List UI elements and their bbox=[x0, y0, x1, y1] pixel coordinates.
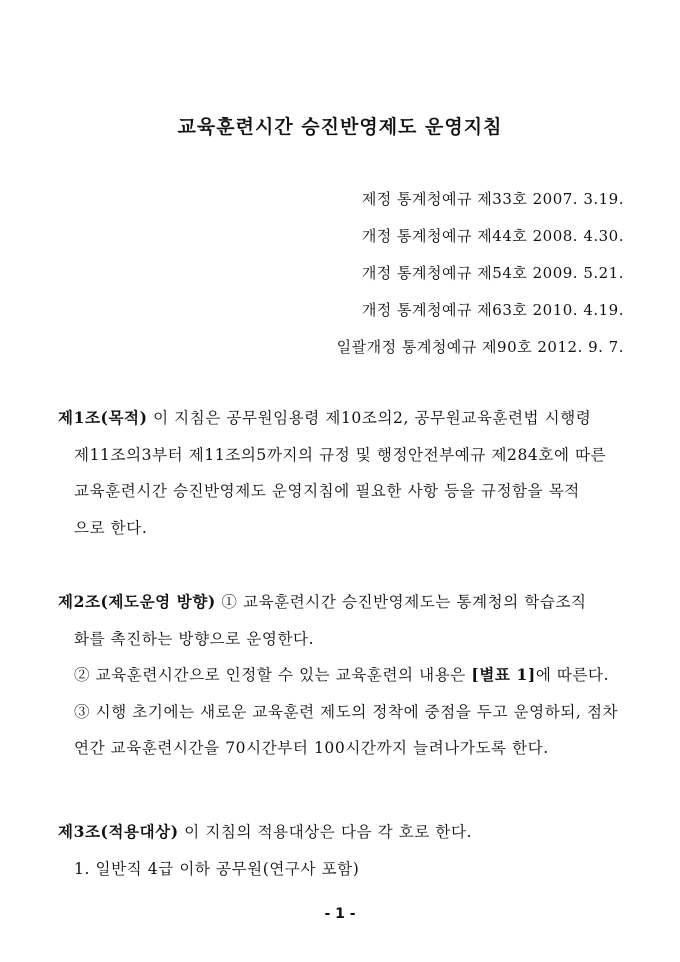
article-text: ① 교육훈련시간 승진반영제도는 통계청의 학습조직 bbox=[215, 593, 587, 611]
article-text: ② 교육훈련시간으로 인정할 수 있는 교육훈련의 내용은 bbox=[74, 666, 472, 684]
article-text: 에 따른다. bbox=[535, 666, 610, 684]
article-line: ③ 시행 초기에는 새로운 교육훈련 제도의 정착에 중점을 두고 운영하되, 점차 bbox=[74, 702, 619, 721]
revision-entry: 개정 통계청예규 제63호 2010. 4.19. bbox=[361, 301, 624, 319]
article-line: 교육훈련시간 승진반영제도 운영지침에 필요한 사항 등을 규정함을 목적 bbox=[74, 482, 580, 500]
article-2 bbox=[58, 584, 624, 767]
revision-history bbox=[337, 186, 624, 371]
list-item: 1. 일반직 4급 이하 공무원(연구사 포함) bbox=[74, 859, 360, 878]
article-line bbox=[58, 814, 624, 851]
article-heading: 제2조(제도운영 방향) bbox=[58, 592, 216, 611]
article-1 bbox=[58, 400, 624, 546]
article-text: 이 지침은 공무원임용령 제10조의2, 공무원교육훈련법 시행령 bbox=[147, 409, 592, 427]
article-line bbox=[58, 400, 624, 437]
article-line: 제11조의3부터 제11조의5까지의 규정 및 행정안전부예규 제284호에 따른 bbox=[74, 445, 607, 464]
document-title: 교육훈련시간 승진반영제도 운영지침 bbox=[177, 116, 503, 138]
revision-entry: 제정 통계청예규 제33호 2007. 3.19. bbox=[361, 190, 624, 208]
page-number: - 1 - bbox=[324, 906, 356, 922]
article-heading: 제1조(목적) bbox=[58, 408, 148, 427]
article-line bbox=[58, 584, 624, 621]
revision-entry: 일괄개정 통계청예규 제90호 2012. 9. 7. bbox=[336, 338, 624, 356]
article-line bbox=[58, 657, 624, 694]
article-text: 이 지침의 적용대상은 다음 각 호로 한다. bbox=[178, 823, 473, 841]
article-3 bbox=[58, 814, 624, 887]
appendix-reference: [별표 1] bbox=[471, 665, 536, 684]
article-line: 으로 한다. bbox=[74, 518, 148, 537]
revision-entry: 개정 통계청예규 제44호 2008. 4.30. bbox=[361, 227, 624, 245]
article-line: 연간 교육훈련시간을 70시간부터 100시간까지 늘려나가도록 한다. bbox=[74, 739, 549, 757]
article-line: 화를 촉진하는 방향으로 운영한다. bbox=[74, 629, 315, 648]
article-heading: 제3조(적용대상) bbox=[58, 822, 179, 841]
revision-entry: 개정 통계청예규 제54호 2009. 5.21. bbox=[361, 264, 624, 282]
